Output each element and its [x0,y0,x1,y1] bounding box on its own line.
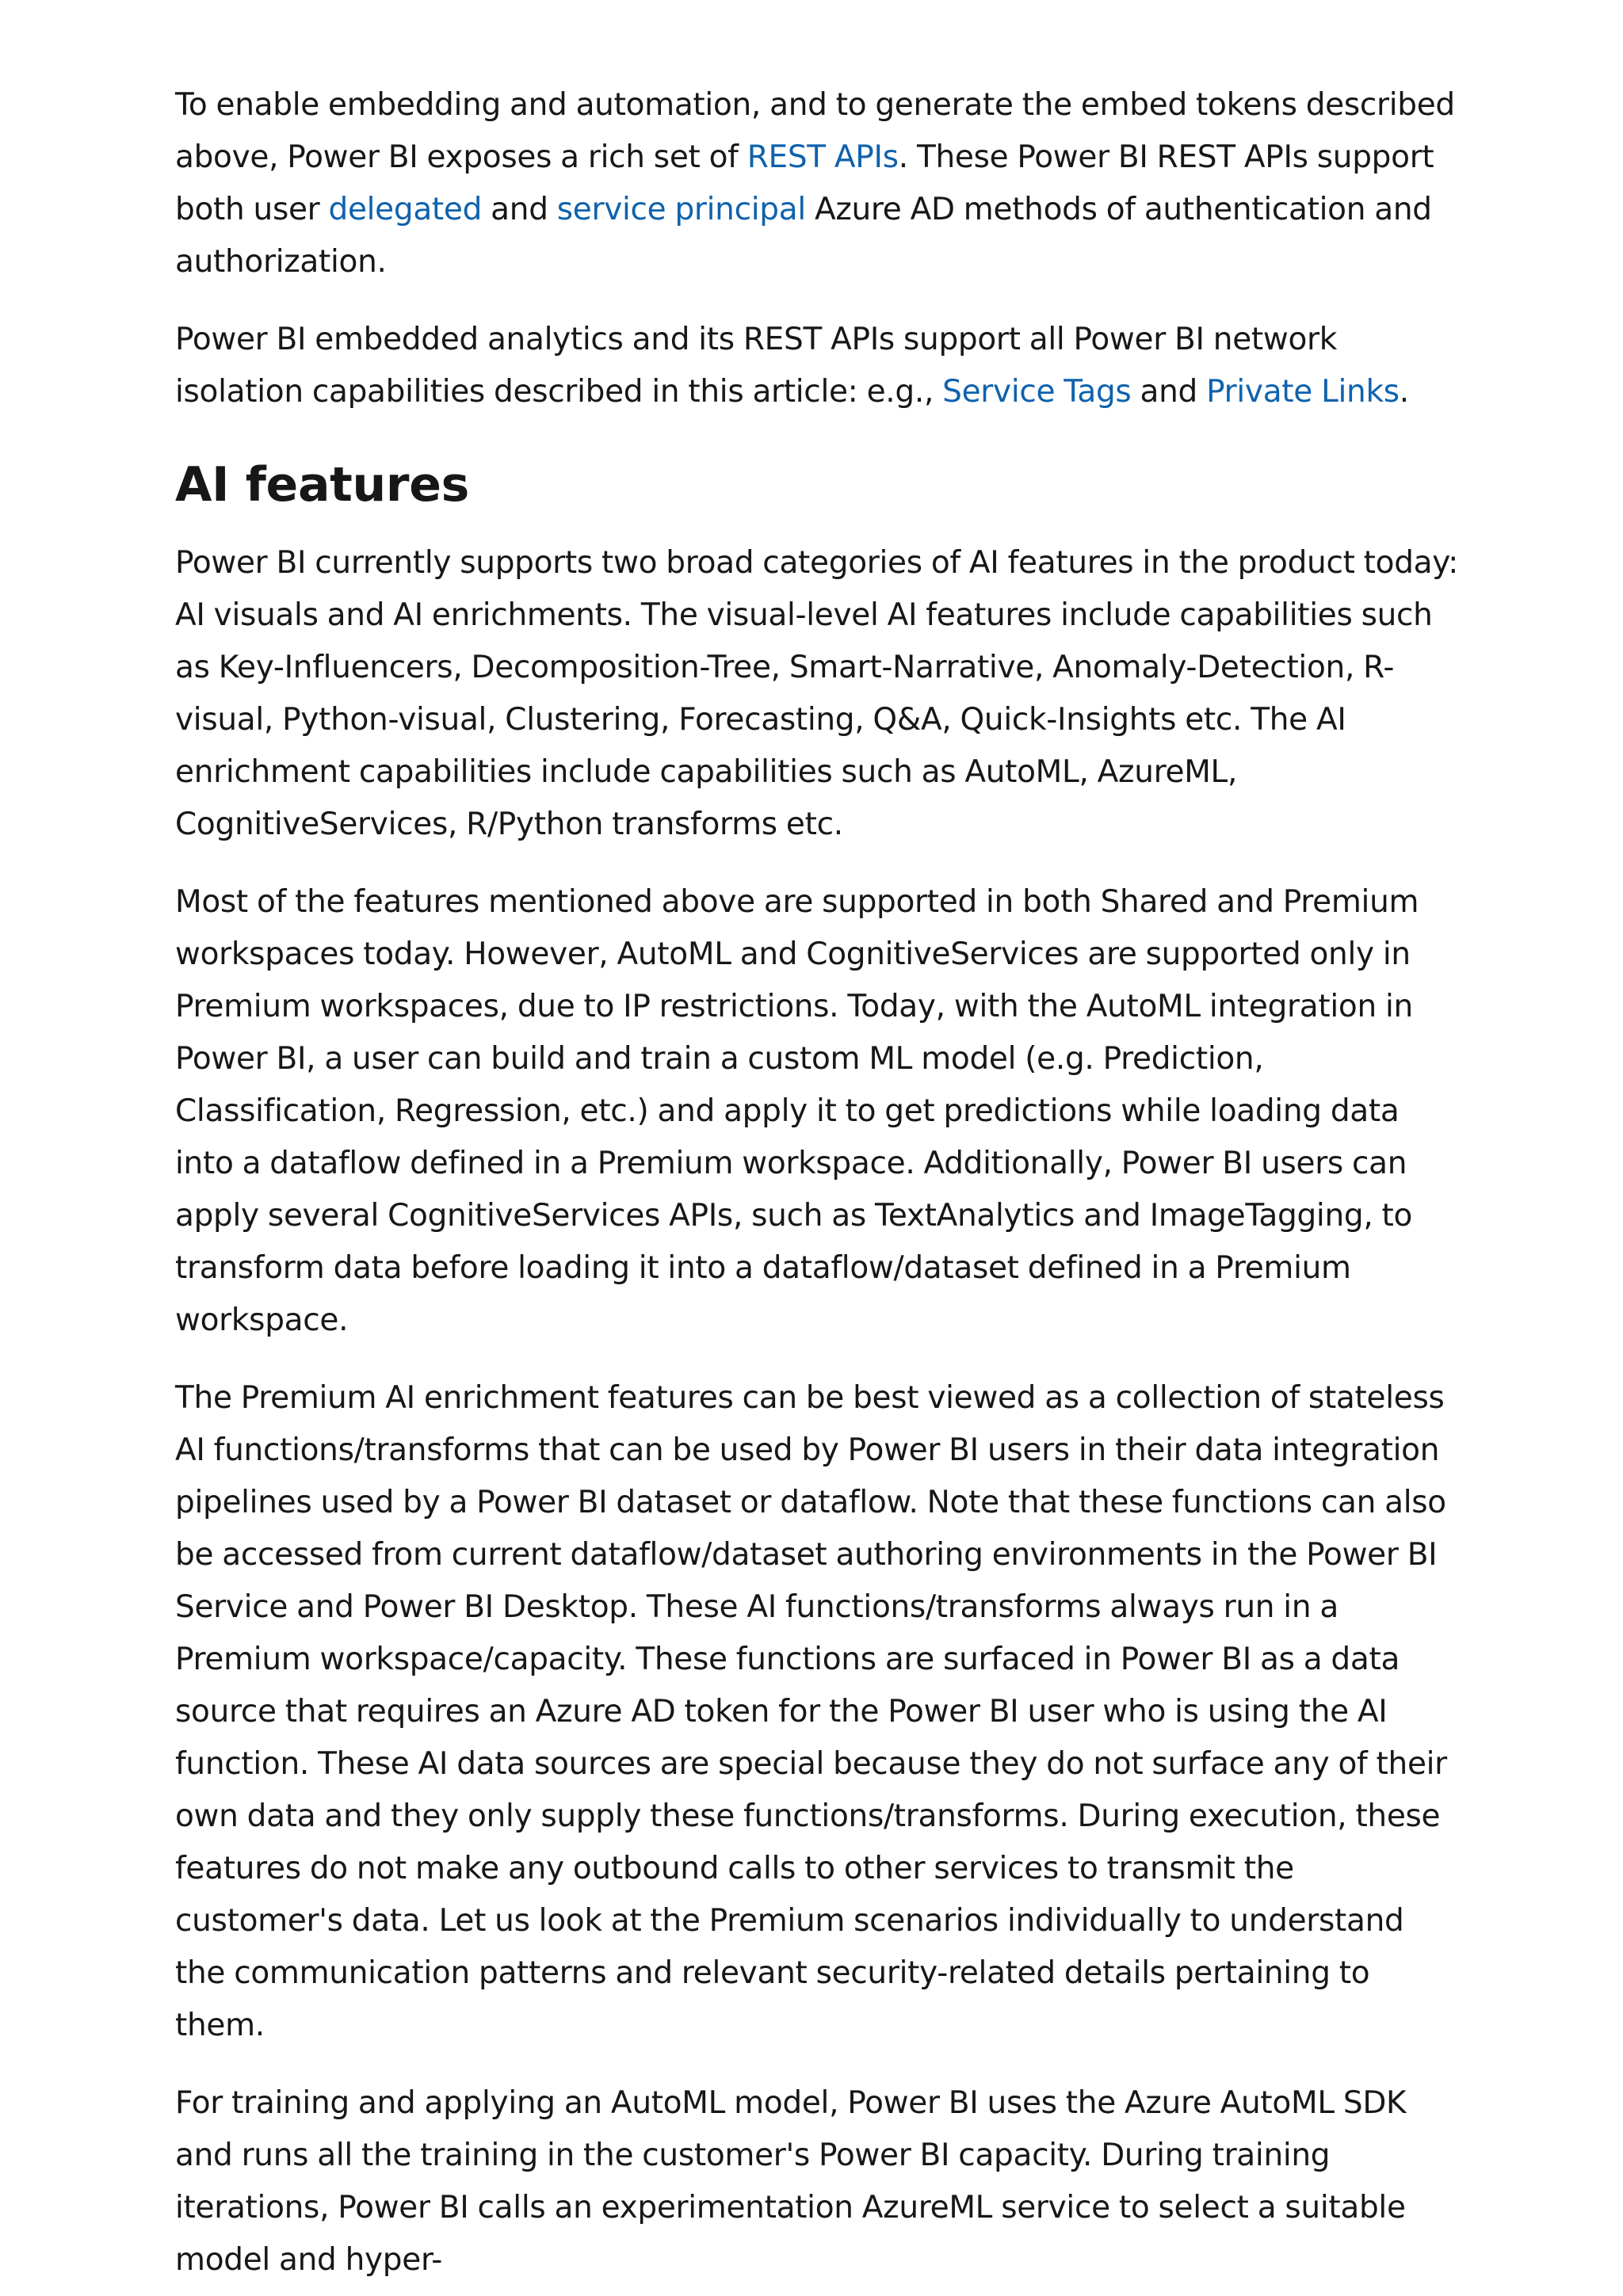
link-delegated[interactable]: delegated [328,192,483,227]
article-body [175,79,1459,2286]
link-service-principal[interactable]: service principal [556,192,806,227]
paragraph-shared-premium: Most of the features mentioned above are supported in both Shared and Premium workspaces today. However, AutoML and CognitiveServices are supported only in Premium workspaces, due to IP restrictions. Today, with the AutoML integration in Power BI, a user can build and train a custom ML model (e.g. Prediction, Classification, Regression, etc.) and apply it to get predictions while loading data into a dataflow defined in a Premium workspace. Additionally, Power BI users can apply several CognitiveServices APIs, such as TextAnalytics and ImageTagging, to transform data before loading it into a dataflow/dataset defined in a Premium workspace. [175,884,1419,1338]
link-rest-apis[interactable]: REST APIs [747,139,899,175]
paragraph-automl-training: For training and applying an AutoML model, Power BI uses the Azure AutoML SDK and runs all the training in the customer's Power BI capacity. During training iterations, Power BI calls an experimentation AzureML service to select a suitable model and hyper- [175,2085,1407,2278]
link-service-tags[interactable]: Service Tags [942,374,1132,410]
paragraph-ai-categories: Power BI currently supports two broad categories of AI features in the product today: AI visuals and AI enrichments. The visual-level AI features include capabilities such as Key-Influencers, Decomposition-Tree, Smart-Narrative, Anomaly-Detection, R-visual, Python-visual, Clustering, Forecasting, Q&A, Quick-Insights etc. The AI enrichment capabilities include capabilities such as AutoML, AzureML, CognitiveServices, R/Python transforms etc. [175,545,1459,842]
link-private-links[interactable]: Private Links [1206,374,1400,410]
paragraph-premium-enrichment: The Premium AI enrichment features can be best viewed as a collection of stateless AI functions/transforms that can be used by Power BI users in their data integration pipelines used by a Power BI dataset or dataflow. Note that these functions can also be accessed from current dataflow/dataset authoring environments in the Power BI Service and Power BI Desktop. These AI functions/transforms always run in a Premium workspace/capacity. These functions are surfaced in Power BI as a data source that requires an Azure AD token for the Power BI user who is using the AI function. These AI data sources are special because they do not surface any of their own data and they only supply these functions/transforms. During execution, these features do not make any outbound calls to other services to transmit the customer's data. Let us look at the Premium scenarios individually to understand the communication patterns and relevant security-related details pertaining to them. [175,1380,1447,2043]
section-heading-ai-features: AI features [175,457,470,513]
paragraph-network-isolation: Power BI embedded analytics and its REST APIs support all Power BI network isolation capabilities described in this article: e.g., Service Tags and Private Links. [175,322,1409,410]
paragraph-rest-apis: To enable embedding and automation, and to generate the embed tokens described above, Power BI exposes a rich set of REST APIs. These Power BI REST APIs support both user delegated and service principal Azure AD methods of authentication and authorization. [175,87,1455,280]
